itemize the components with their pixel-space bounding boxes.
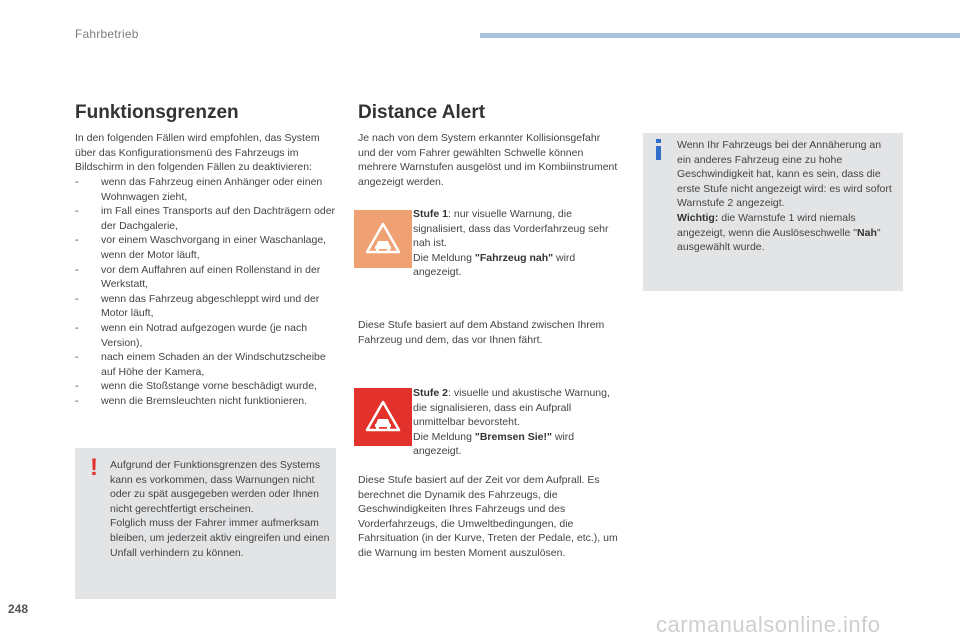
info-line-1: Wenn Ihr Fahrzeugs bei der Annäherung an ein anderes Fahrzeug eine zu hohe Geschwindigkeit hat, kann es sein, dass die erste Stufe nicht angezeigt wird: es wird sofort Warnstufe 2 angezeigt. <box>677 139 892 210</box>
stage2-label: Stufe 2 <box>413 387 449 399</box>
info-text <box>677 138 895 255</box>
stage1-text: Stufe 1: nur visuelle Warnung, die signalisiert, dass das Vorderfahrzeug sehr nah ist. Die Meldung "Fahrzeug nah" wird angezeigt. <box>413 208 609 279</box>
limits-intro: In den folgenden Fällen wird empfohlen, das System über das Konfigurationsmenü des Fahrzeugs im Bildschirm in den folgenden Fällen zu deaktivieren: <box>75 132 320 174</box>
list-item: - wenn die Bremsleuchten nicht funktionieren. <box>75 394 308 407</box>
list-item: - vor dem Auffahren auf einen Rollenstand in der Werkstatt, <box>75 263 321 291</box>
warning-exclamation-icon: ! <box>90 454 98 481</box>
limits-list <box>75 175 337 409</box>
list-item: - wenn das Fahrzeug einen Anhänger oder einen Wohnwagen zieht, <box>75 176 323 203</box>
stage2-alert-icon <box>354 388 412 446</box>
list-bullet: - <box>75 176 79 188</box>
alert-intro: Je nach von dem System erkannter Kollisionsgefahr und der vom Fahrer gewählten Schwelle können mehrere Warnstufen ausgelöst und im Kombiinstrument angezeigt werden. <box>358 132 618 188</box>
stage1-note: Diese Stufe basiert auf dem Abstand zwischen Ihrem Fahrzeug und dem, das vor Ihnen fährt. <box>358 319 605 346</box>
stage2-text: Stufe 2: visuelle und akustische Warnung, die signalisieren, dass ein Aufprall unmittelbar bevorsteht. Die Meldung "Bremsen Sie!" wird angezeigt. <box>413 387 610 458</box>
page-number: 248 <box>8 602 29 616</box>
warning-line-2: Folglich muss der Fahrer immer aufmerksam bleiben, um jederzeit aktiv eingreifen und einen Unfall verhindern zu können. <box>110 517 330 559</box>
title-funktionsgrenzen: Funktionsgrenzen <box>75 102 239 123</box>
stage2-message: "Bremsen Sie!" <box>474 430 552 443</box>
list-item: - nach einem Schaden an der Windschutzscheibe auf Höhe der Kamera, <box>75 351 326 378</box>
list-item: - wenn das Fahrzeug abgeschleppt wird und der Motor läuft, <box>75 292 320 320</box>
list-bullet: - <box>75 351 79 364</box>
stage1-label: Stufe 1 <box>413 208 449 220</box>
list-bullet: - <box>75 380 79 393</box>
info-line-2: Wichtig: die Warnstufe 1 wird niemals angezeigt, wenn die Auslöseschwelle "Nah" ausgewählt wurde. <box>677 211 881 254</box>
list-bullet: - <box>75 205 79 218</box>
list-item: - vor einem Waschvorgang in einer Waschanlage, wenn der Motor läuft, <box>75 234 327 261</box>
warning-text <box>110 458 330 560</box>
stage1-message: "Fahrzeug nah" <box>474 251 554 264</box>
info-icon <box>653 139 665 161</box>
list-bullet: - <box>75 321 79 334</box>
list-item: - im Fall eines Transports auf den Dachträgern oder der Dachgalerie, <box>75 205 336 232</box>
stage2-note: Diese Stufe basiert auf der Zeit vor dem Aufprall. Es berechnet die Dynamik des Fahrzeugs, die Geschwindigkeiten Ihres Fahrzeugs und des Vorderfahrzeugs, die Umweltbedingungen, die Fahrsituation (in der Kurve, Treten der Pedale, etc.), um die Warnung im besten Moment auszulösen. <box>358 474 618 559</box>
warning-line-1: Aufgrund der Funktionsgrenzen des Systems kann es vorkommen, dass Warnungen nicht oder zu spät ausgegeben werden oder Ihnen nicht gerechtfertigt erscheinen. <box>110 459 321 515</box>
list-item: - wenn ein Notrad aufgezogen wurde (je nach Version), <box>75 321 308 349</box>
list-bullet: - <box>75 263 79 276</box>
stage1-alert-icon <box>354 210 412 268</box>
list-item: - wenn die Stoßstange vorne beschädigt wurde, <box>75 380 317 393</box>
header-accent-bar <box>480 33 960 38</box>
list-bullet: - <box>75 234 79 247</box>
list-bullet: - <box>75 292 79 305</box>
list-bullet: - <box>75 394 79 407</box>
watermark: carmanualsonline.info <box>656 612 881 637</box>
section-label: Fahrbetrieb <box>75 27 139 41</box>
title-distance-alert: Distance Alert <box>358 102 486 123</box>
